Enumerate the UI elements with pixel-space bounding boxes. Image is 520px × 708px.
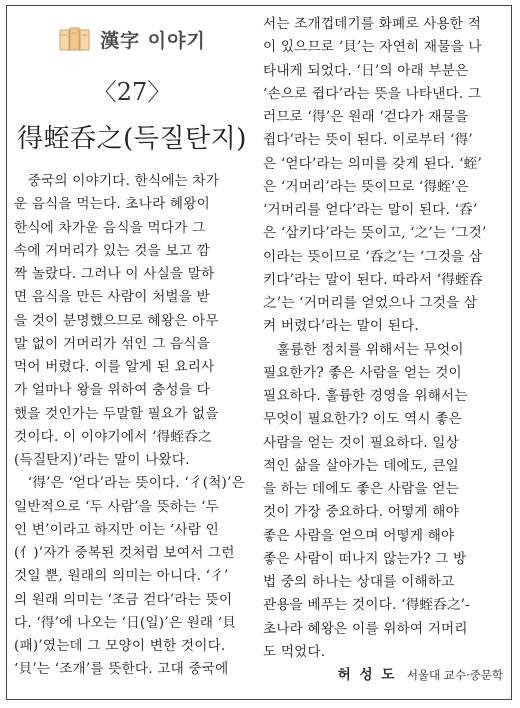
text-line: 것일 뿐, 원래의 의미는 아니다. ‘彳’ <box>14 568 229 585</box>
text-line: 중국의 이야기다. 한식에는 차가 <box>14 173 220 189</box>
text-line: 을 것이 분명했으므로 혜왕은 아무 <box>14 312 219 329</box>
text-line: 했을 것인가는 두말할 필요가 없을 <box>14 405 219 422</box>
text-line: (득질탄지)’라는 말이 나왔다. <box>14 452 190 468</box>
text-line: 적인 삶을 살아가는 데에도, 큰일 <box>263 457 459 474</box>
right-body-text <box>263 13 503 664</box>
text-line: 타내게 되었다. ‘日’의 아래 부분은 <box>263 62 469 79</box>
right-column <box>263 13 503 687</box>
text-line: 은 ‘얻다’라는 의미를 갖게 된다. ‘蛭’ <box>263 155 482 172</box>
text-line: 좋은 사람이 떠나지 않는가? 그 방 <box>263 550 467 567</box>
text-line: 도 먹었다. <box>263 643 326 660</box>
text-line: 을 하는 데에도 좋은 사람을 얻는 <box>263 481 459 497</box>
byline <box>263 664 503 687</box>
text-line: (패)’였는데 그 모양이 변한 것이다. <box>14 638 226 654</box>
text-line: ‘貝’는 ‘조개’를 뜻한다. 고대 중국에 <box>14 661 229 678</box>
text-line: ‘손으로 쥡다’라는 뜻을 나타낸다. 그 <box>263 85 482 102</box>
text-line: 면 음식을 만든 사람이 처벌을 받 <box>14 289 210 306</box>
text-line: 은 ‘삼키다’라는 뜻이고, ‘之’는 ‘그것’ <box>263 225 487 242</box>
text-line: 속에 거머리가 있는 것을 보고 깜 <box>14 242 210 259</box>
text-line: 가 얼마나 왕을 위하여 충성을 다 <box>14 382 210 399</box>
text-line: 쥡다’라는 뜻이 된다. 이로부터 ‘得’ <box>263 132 473 149</box>
text-line: 필요한가? 좋은 사람을 얻는 것이 <box>263 364 462 381</box>
text-line: 법 중의 하나는 상대를 이해하고 <box>263 574 455 590</box>
text-line: 먹어 버렸다. 이를 알게 된 요리사 <box>14 359 215 375</box>
author-affiliation: 서울대 교수·중문학 <box>406 668 503 682</box>
text-line: 은 ‘거머리’라는 뜻이므로 ‘得蛭’은 <box>263 178 469 195</box>
text-line: 짝 놀랐다. 그러나 이 사실을 말하 <box>14 266 215 282</box>
left-column <box>14 10 250 682</box>
text-line: 사람을 얻는 것이 필요하다. 일상 <box>263 434 459 451</box>
series-heading <box>14 16 250 62</box>
text-line: ‘得’은 ‘얻다’라는 뜻이다. ‘彳(척)’은 <box>14 475 245 492</box>
text-line: 다. ‘得’에 나오는 ‘日(일)’은 원래 ‘貝 <box>14 614 237 631</box>
text-line: ‘거머리를 얻다’라는 말이 된다. ‘呑’ <box>263 202 478 218</box>
series-title: 漢字 이야기 <box>100 29 206 52</box>
text-line: 일반적으로 ‘두 사람’을 뜻하는 ‘두 <box>14 498 219 515</box>
text-line: 것이 가장 중요하다. 어떻게 해야 <box>263 504 459 521</box>
text-line: 좋은 사람을 얻으며 어떻게 해야 <box>263 527 455 544</box>
text-line: 러므로 ‘得’은 원래 ‘걷다가 재물을 <box>263 109 469 125</box>
text-line: 운 음식을 먹는다. 초나라 혜왕이 <box>14 196 210 213</box>
text-line: 무엇이 필요한가? 이도 역시 좋은 <box>263 411 462 428</box>
text-line: 키다’라는 말이 된다. 따라서 ‘得蛭呑 <box>263 271 483 288</box>
headline: 得蛭呑之(득질탄지) <box>17 124 247 154</box>
text-line: 훌륭한 정치를 위해서는 무엇이 <box>263 341 464 358</box>
text-line: 이 있으므로 ‘貝’는 자연히 재물을 나 <box>263 39 482 56</box>
episode-number: 〈27〉 <box>92 78 172 106</box>
text-line: 의 원래 의미는 ‘조금 걷다’라는 뜻이 <box>14 591 233 608</box>
text-line: 필요하다. 훌륭한 경영을 위해서는 <box>263 388 468 404</box>
text-line: (亻)’자가 중복된 것처럼 보여서 그런 <box>14 545 235 561</box>
text-line: 한식에 차가운 음식을 먹다가 그 <box>14 219 206 236</box>
text-line: 것이다. 이 이야기에서 ‘得蛭呑之 <box>14 428 212 445</box>
text-line: 켜 버렸다’라는 말이 된다. <box>263 318 419 335</box>
text-line: 초나라 혜왕은 이를 위하여 거머리 <box>263 620 468 637</box>
text-line: 인 변’이라고 하지만 이는 ‘사람 인 <box>14 521 219 538</box>
author-name: 허 성 도 <box>337 667 397 683</box>
text-line: 관용을 베푸는 것이다. ‘得蛭呑之’- <box>263 597 471 614</box>
left-body-text <box>14 170 250 682</box>
text-line: 之’는 ‘거머리를 얻었으나 그것을 삼 <box>263 295 478 311</box>
text-line: 말 없이 거머리가 섞인 그 음식을 <box>14 335 210 352</box>
text-line: 서는 조개껍데기를 화폐로 사용한 적 <box>263 16 482 32</box>
books-icon <box>58 26 92 52</box>
text-line: 이라는 뜻이므로 ‘呑之’는 ‘그것을 삼 <box>263 248 483 265</box>
